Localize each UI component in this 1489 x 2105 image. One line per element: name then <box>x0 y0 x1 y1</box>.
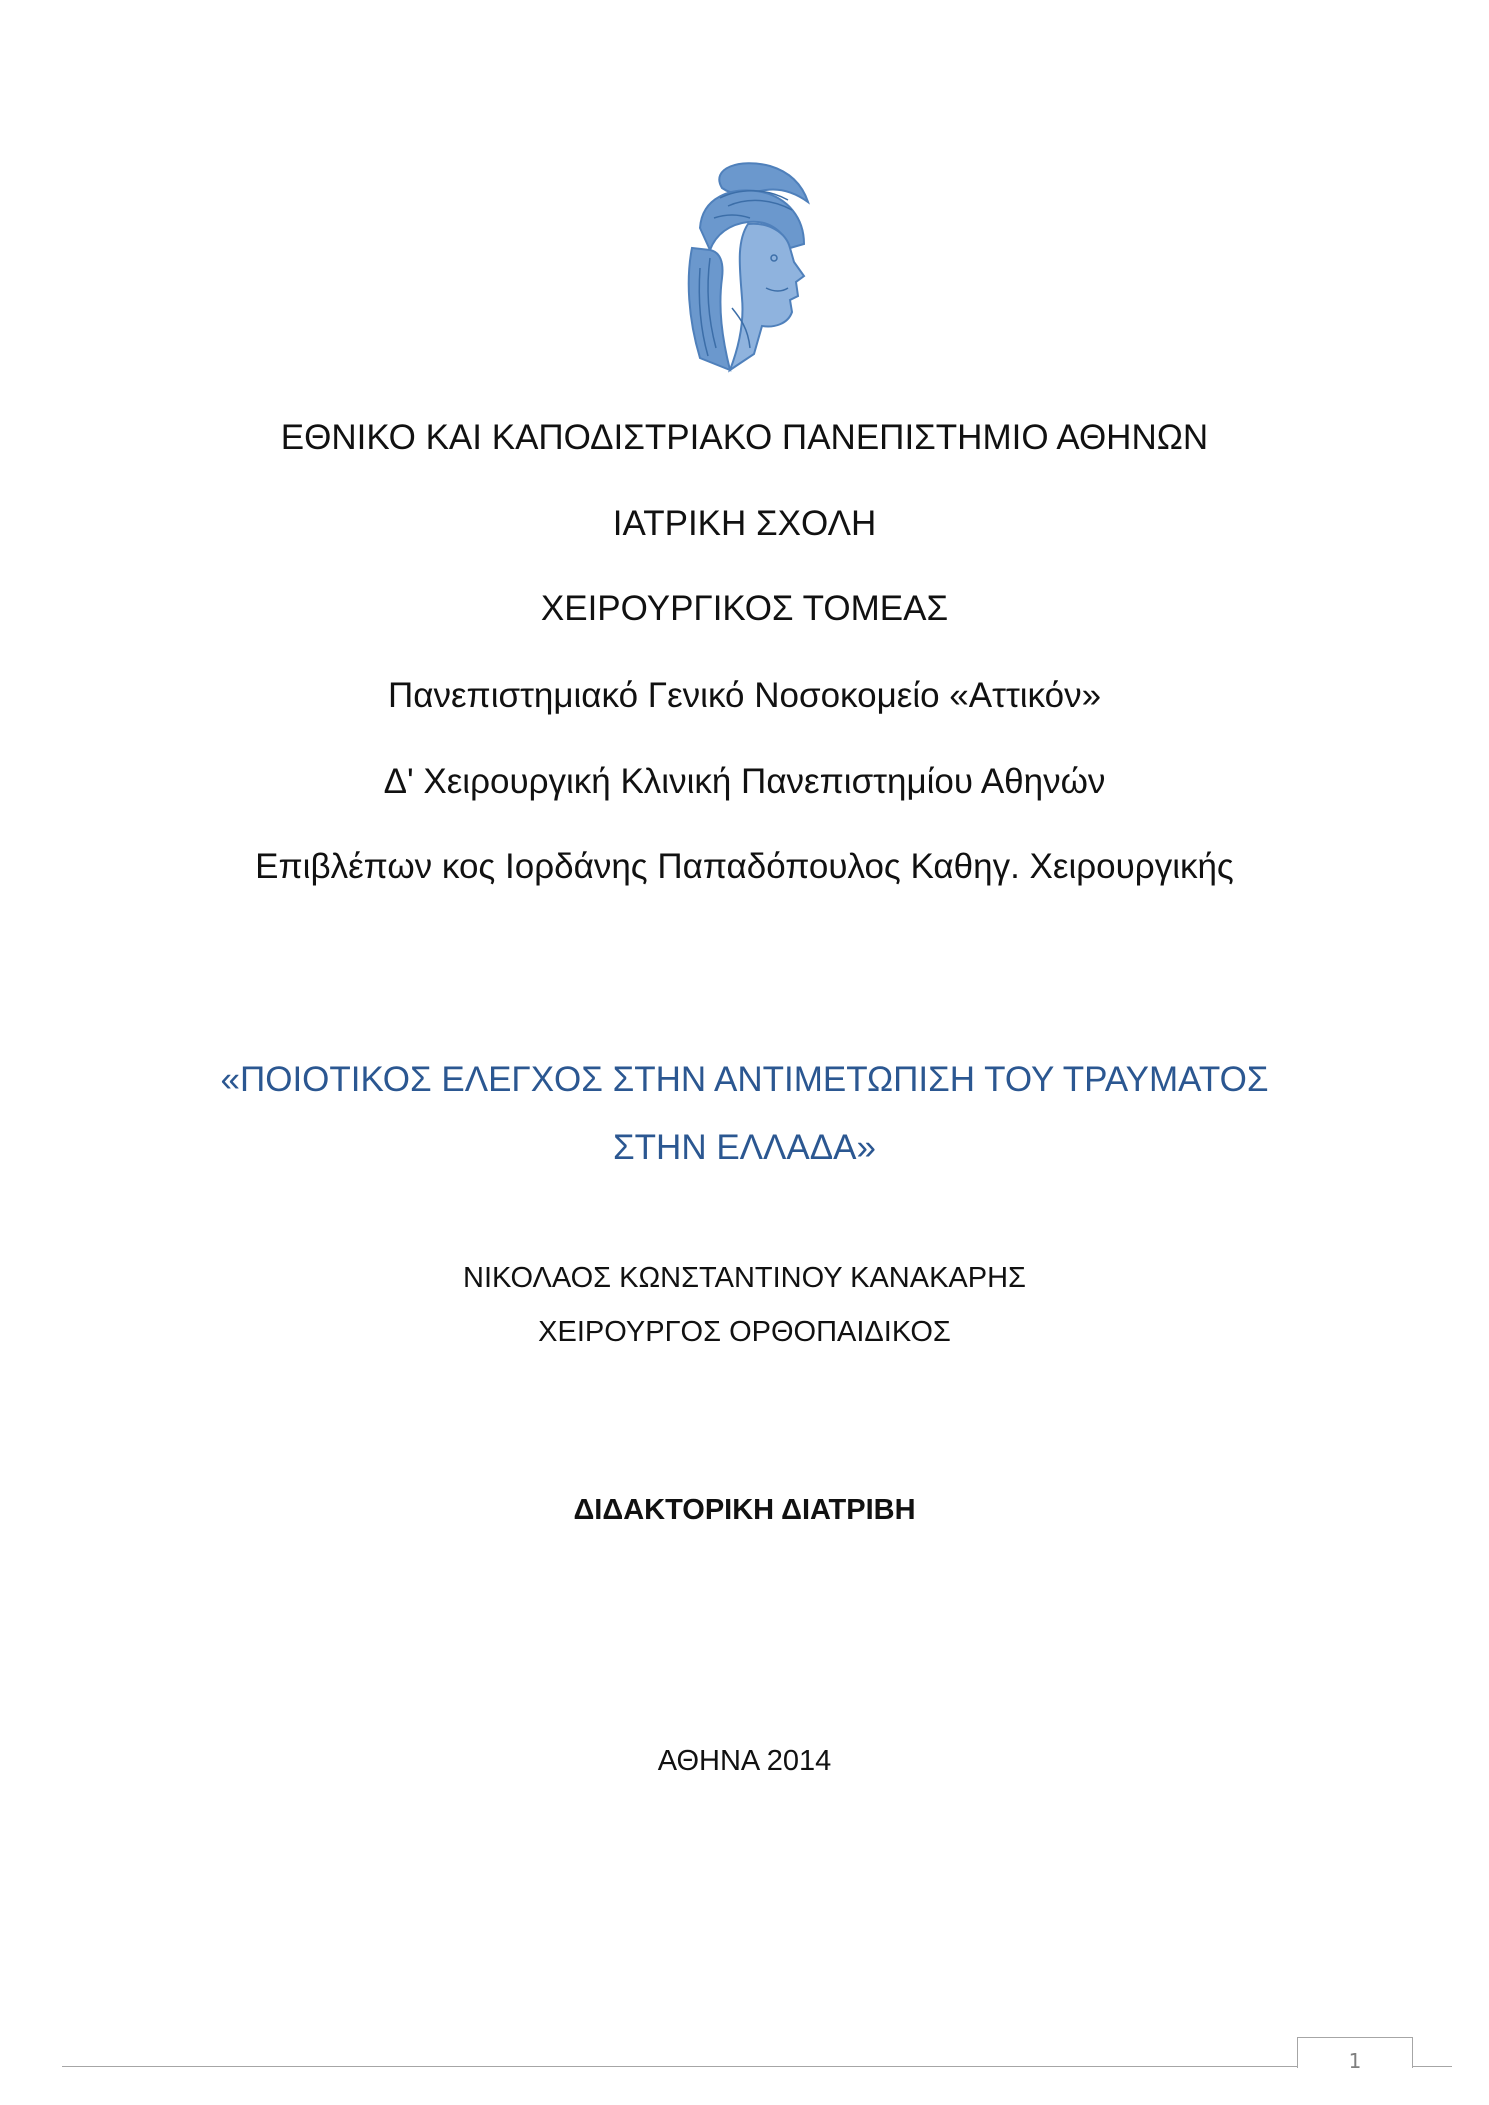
school-name: ΙΑΤΡΙΚΗ ΣΧΟΛΗ <box>612 504 877 543</box>
page-number: 1 <box>1297 2037 1413 2068</box>
clinic-name: Δ' Χειρουργική Κλινική Πανεπιστημίου Αθηνών <box>383 762 1106 801</box>
footer-rule <box>62 2066 1452 2067</box>
athena-head-icon <box>670 158 820 378</box>
university-name: ΕΘΝΙΚΟ ΚΑΙ ΚΑΠΟΔΙΣΤΡΙΑΚΟ ΠΑΝΕΠΙΣΤΗΜΙΟ ΑΘΗΝΩΝ <box>280 418 1209 457</box>
thesis-title-line-2: ΣΤΗΝ ΕΛΛΑΔΑ» <box>613 1128 876 1167</box>
document-type: ΔΙΔΑΚΤΟΡΙΚΗ ΔΙΑΤΡΙΒΗ <box>573 1494 916 1526</box>
author-name: ΝΙΚΟΛΑΟΣ ΚΩΝΣΤΑΝΤΙΝΟΥ ΚΑΝΑΚΑΡΗΣ <box>463 1262 1026 1294</box>
supervisor-line: Επιβλέπων κος Ιορδάνης Παπαδόπουλος Καθηγ. Χειρουργικής <box>255 847 1234 886</box>
hospital-name: Πανεπιστημιακό Γενικό Νοσοκομείο «Αττικόν» <box>387 676 1102 715</box>
author-role: ΧΕΙΡΟΥΡΓΟΣ ΟΡΘΟΠΑΙΔΙΚΟΣ <box>538 1316 951 1348</box>
department-name: ΧΕΙΡΟΥΡΓΙΚΟΣ ΤΟΜΕΑΣ <box>540 589 949 628</box>
thesis-title-line-1: «ΠΟΙΟΤΙΚΟΣ ΕΛΕΓΧΟΣ ΣΤΗΝ ΑΝΤΙΜΕΤΩΠΙΣΗ ΤΟΥ ΤΡΑΥΜΑΤΟΣ <box>220 1060 1269 1099</box>
place-and-date: ΑΘΗΝΑ 2014 <box>657 1745 832 1777</box>
